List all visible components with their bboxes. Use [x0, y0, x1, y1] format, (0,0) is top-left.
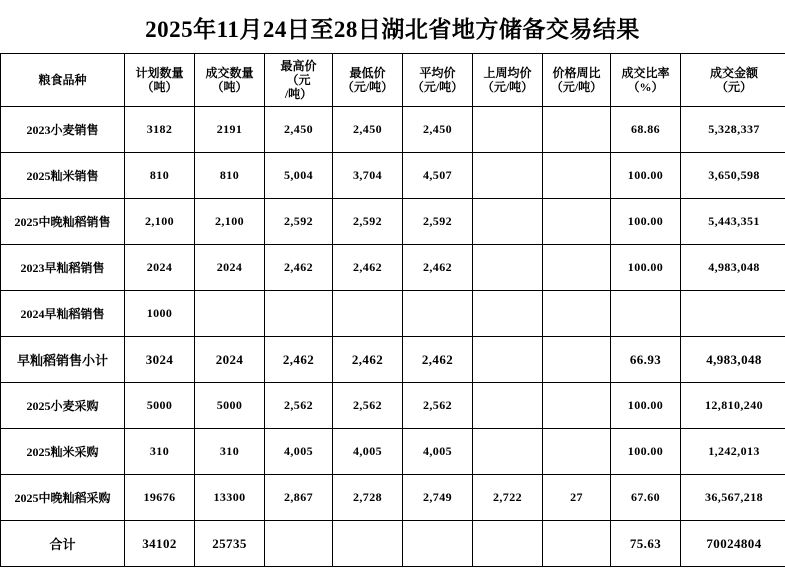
cell-value: 27 [543, 475, 611, 521]
cell-value: 5,004 [265, 153, 333, 199]
column-header-9 [681, 54, 785, 107]
cell-value [681, 291, 785, 337]
column-header-1 [125, 54, 195, 107]
cell-value: 2,722 [473, 475, 543, 521]
cell-value: 5,328,337 [681, 107, 785, 153]
cell-value [543, 107, 611, 153]
column-header-0 [1, 54, 125, 107]
cell-value [543, 521, 611, 567]
cell-value: 2,462 [333, 337, 403, 383]
cell-value: 100.00 [611, 383, 681, 429]
cell-value: 34102 [125, 521, 195, 567]
table-body [1, 107, 785, 567]
column-header-6 [473, 54, 543, 107]
cell-value [195, 291, 265, 337]
cell-value [333, 521, 403, 567]
cell-value: 13300 [195, 475, 265, 521]
column-header-3 [265, 54, 333, 107]
cell-value: 5000 [195, 383, 265, 429]
cell-value [473, 521, 543, 567]
cell-value: 25735 [195, 521, 265, 567]
cell-value: 2,562 [265, 383, 333, 429]
cell-value: 75.63 [611, 521, 681, 567]
column-header-line: 上周均价 [483, 66, 532, 80]
column-header-line: （元/吨） [550, 80, 603, 94]
cell-value: 310 [125, 429, 195, 475]
cell-value: 36,567,218 [681, 475, 785, 521]
cell-value: 310 [195, 429, 265, 475]
cell-value: 67.60 [611, 475, 681, 521]
column-header-7 [543, 54, 611, 107]
table-row [1, 475, 785, 521]
table-row [1, 429, 785, 475]
cell-value: 2,562 [403, 383, 473, 429]
cell-value [473, 153, 543, 199]
column-header-8 [611, 54, 681, 107]
cell-value: 5,443,351 [681, 199, 785, 245]
table-header [1, 54, 785, 107]
cell-value [473, 429, 543, 475]
row-label: 2025中晚籼稻销售 [1, 199, 125, 245]
cell-value: 2,462 [333, 245, 403, 291]
row-label: 2023小麦销售 [1, 107, 125, 153]
cell-value: 2191 [195, 107, 265, 153]
cell-value: 70024804 [681, 521, 785, 567]
row-label: 2025小麦采购 [1, 383, 125, 429]
cell-value [543, 199, 611, 245]
cell-value: 1,242,013 [681, 429, 785, 475]
cell-value [473, 291, 543, 337]
column-header-line: （吨） [211, 80, 248, 94]
cell-value [473, 245, 543, 291]
row-label: 2024早籼稻销售 [1, 291, 125, 337]
column-header-line: （元/吨） [411, 80, 464, 94]
row-label: 2023早籼稻销售 [1, 245, 125, 291]
column-header-line: 粮食品种 [38, 73, 87, 87]
row-label: 2025籼米销售 [1, 153, 125, 199]
cell-value: 4,005 [403, 429, 473, 475]
table-row [1, 153, 785, 199]
row-label: 合计 [1, 521, 125, 567]
cell-value: 2,749 [403, 475, 473, 521]
table-row [1, 383, 785, 429]
column-header-5 [403, 54, 473, 107]
column-header-line: 计划数量 [135, 66, 184, 80]
cell-value: 2,462 [403, 337, 473, 383]
column-header-line: /吨） [284, 87, 313, 101]
cell-value: 2,100 [125, 199, 195, 245]
cell-value [403, 291, 473, 337]
column-header-line: （%） [627, 80, 664, 94]
cell-value: 100.00 [611, 153, 681, 199]
cell-value [543, 383, 611, 429]
cell-value [473, 383, 543, 429]
cell-value: 2,450 [265, 107, 333, 153]
cell-value: 2024 [125, 245, 195, 291]
page-title: 2025年11月24日至28日湖北省地方储备交易结果 [145, 17, 640, 42]
column-header-line: 最低价 [349, 66, 386, 80]
cell-value: 2024 [195, 337, 265, 383]
row-label: 2025籼米采购 [1, 429, 125, 475]
cell-value: 2,450 [333, 107, 403, 153]
column-header-line: 成交数量 [205, 66, 254, 80]
cell-value: 100.00 [611, 245, 681, 291]
cell-value: 2,462 [265, 245, 333, 291]
cell-value: 2024 [195, 245, 265, 291]
cell-value: 4,005 [333, 429, 403, 475]
cell-value: 2,592 [265, 199, 333, 245]
table-row [1, 521, 785, 567]
cell-value: 2,562 [333, 383, 403, 429]
cell-value: 2,867 [265, 475, 333, 521]
column-header-line: 平均价 [419, 66, 456, 80]
trade-results-table [0, 53, 785, 567]
column-header-line: 成交金额 [709, 66, 758, 80]
cell-value: 3,650,598 [681, 153, 785, 199]
cell-value: 2,592 [403, 199, 473, 245]
cell-value [265, 291, 333, 337]
cell-value [473, 337, 543, 383]
table-row [1, 107, 785, 153]
column-header-2 [195, 54, 265, 107]
cell-value [543, 153, 611, 199]
cell-value [473, 107, 543, 153]
cell-value: 4,983,048 [681, 337, 785, 383]
column-header-line: （元） [715, 80, 752, 94]
cell-value [543, 245, 611, 291]
cell-value: 100.00 [611, 429, 681, 475]
table-header-row [1, 54, 785, 107]
cell-value: 4,983,048 [681, 245, 785, 291]
cell-value [543, 291, 611, 337]
cell-value [333, 291, 403, 337]
cell-value [265, 521, 333, 567]
cell-value: 810 [125, 153, 195, 199]
column-header-line: （元 [286, 73, 311, 87]
column-header-line: 成交比率 [621, 66, 670, 80]
cell-value: 12,810,240 [681, 383, 785, 429]
cell-value: 2,462 [265, 337, 333, 383]
cell-value [543, 337, 611, 383]
table-row [1, 291, 785, 337]
cell-value: 2,462 [403, 245, 473, 291]
cell-value: 3182 [125, 107, 195, 153]
cell-value: 2,592 [333, 199, 403, 245]
cell-value [473, 199, 543, 245]
table-row [1, 337, 785, 383]
cell-value: 4,507 [403, 153, 473, 199]
row-label: 早籼稻销售小计 [1, 337, 125, 383]
cell-value: 2,450 [403, 107, 473, 153]
cell-value: 19676 [125, 475, 195, 521]
column-header-line: （元/吨） [481, 80, 534, 94]
cell-value: 66.93 [611, 337, 681, 383]
cell-value: 68.86 [611, 107, 681, 153]
column-header-4 [333, 54, 403, 107]
cell-value: 3024 [125, 337, 195, 383]
cell-value: 1000 [125, 291, 195, 337]
column-header-line: （吨） [141, 80, 178, 94]
cell-value: 3,704 [333, 153, 403, 199]
row-label: 2025中晚籼稻采购 [1, 475, 125, 521]
cell-value [611, 291, 681, 337]
column-header-line: （元/吨） [341, 80, 394, 94]
cell-value [403, 521, 473, 567]
cell-value: 810 [195, 153, 265, 199]
cell-value: 2,100 [195, 199, 265, 245]
cell-value: 4,005 [265, 429, 333, 475]
cell-value [543, 429, 611, 475]
cell-value: 5000 [125, 383, 195, 429]
table-row [1, 199, 785, 245]
table-row [1, 245, 785, 291]
cell-value: 100.00 [611, 199, 681, 245]
cell-value: 2,728 [333, 475, 403, 521]
column-header-line: 最高价 [280, 59, 317, 73]
column-header-line: 价格周比 [552, 66, 601, 80]
